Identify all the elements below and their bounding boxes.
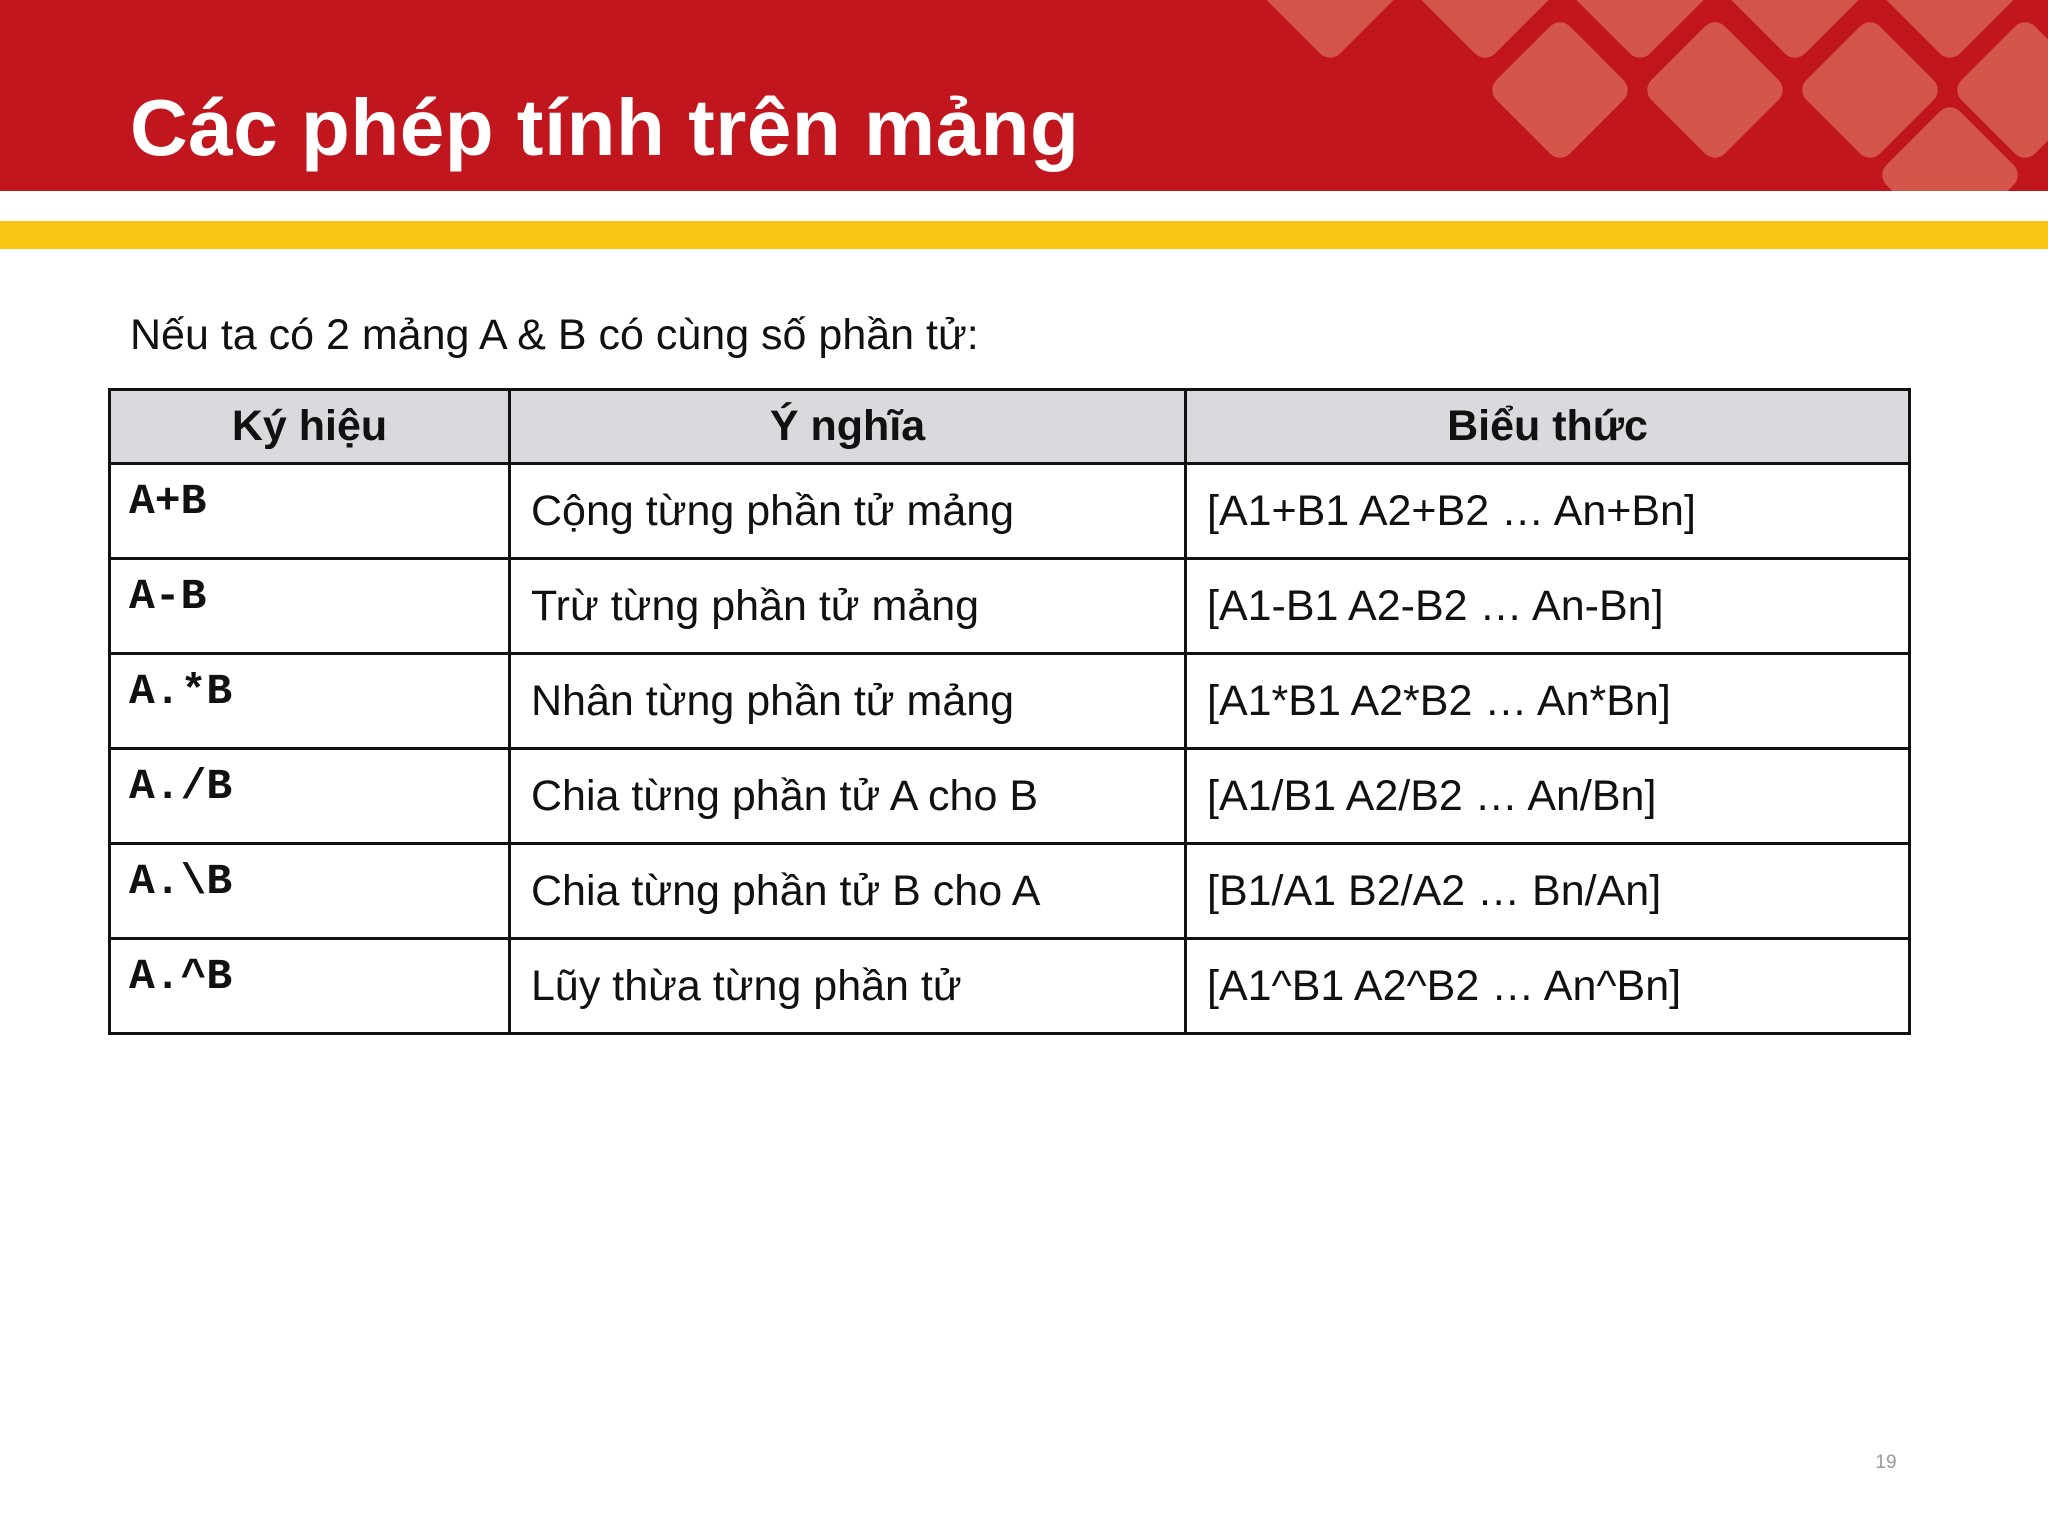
table-row [110,939,1910,1034]
table-row [110,749,1910,844]
header-gap [0,191,2048,221]
gold-divider [0,221,2048,249]
operations-table [108,388,1911,1035]
header-symbol: Ký hiệu [110,390,510,464]
table-row [110,654,1910,749]
operator-symbol: A.\B [110,844,510,939]
operator-symbol: A.*B [110,654,510,749]
table-header-row [110,390,1910,464]
operator-expression: [A1/B1 A2/B2 … An/Bn] [1186,749,1910,844]
operator-meaning: Trừ từng phần tử mảng [510,559,1186,654]
operator-meaning: Chia từng phần tử A cho B [510,749,1186,844]
operator-meaning: Chia từng phần tử B cho A [510,844,1186,939]
operator-symbol: A-B [110,559,510,654]
table-row [110,464,1910,559]
header-band [0,0,2048,191]
header-expression: Biểu thức [1186,390,1910,464]
operator-symbol: A./B [110,749,510,844]
table-row [110,559,1910,654]
intro-text: Nếu ta có 2 mảng A & B có cùng số phần tử: [130,311,979,359]
operator-expression: [A1^B1 A2^B2 … An^Bn] [1186,939,1910,1034]
operator-meaning: Cộng từng phần tử mảng [510,464,1186,559]
operator-symbol: A+B [110,464,510,559]
operator-expression: [B1/A1 B2/A2 … Bn/An] [1186,844,1910,939]
header-meaning: Ý nghĩa [510,390,1186,464]
operator-symbol: A.^B [110,939,510,1034]
operator-meaning: Lũy thừa từng phần tử [510,939,1186,1034]
operator-meaning: Nhân từng phần tử mảng [510,654,1186,749]
operator-expression: [A1-B1 A2-B2 … An-Bn] [1186,559,1910,654]
slide-title: Các phép tính trên mảng [130,83,1080,172]
operator-expression: [A1*B1 A2*B2 … An*Bn] [1186,654,1910,749]
operator-expression: [A1+B1 A2+B2 … An+Bn] [1186,464,1910,559]
page-number: 19 [1875,1452,1897,1473]
table-row [110,844,1910,939]
